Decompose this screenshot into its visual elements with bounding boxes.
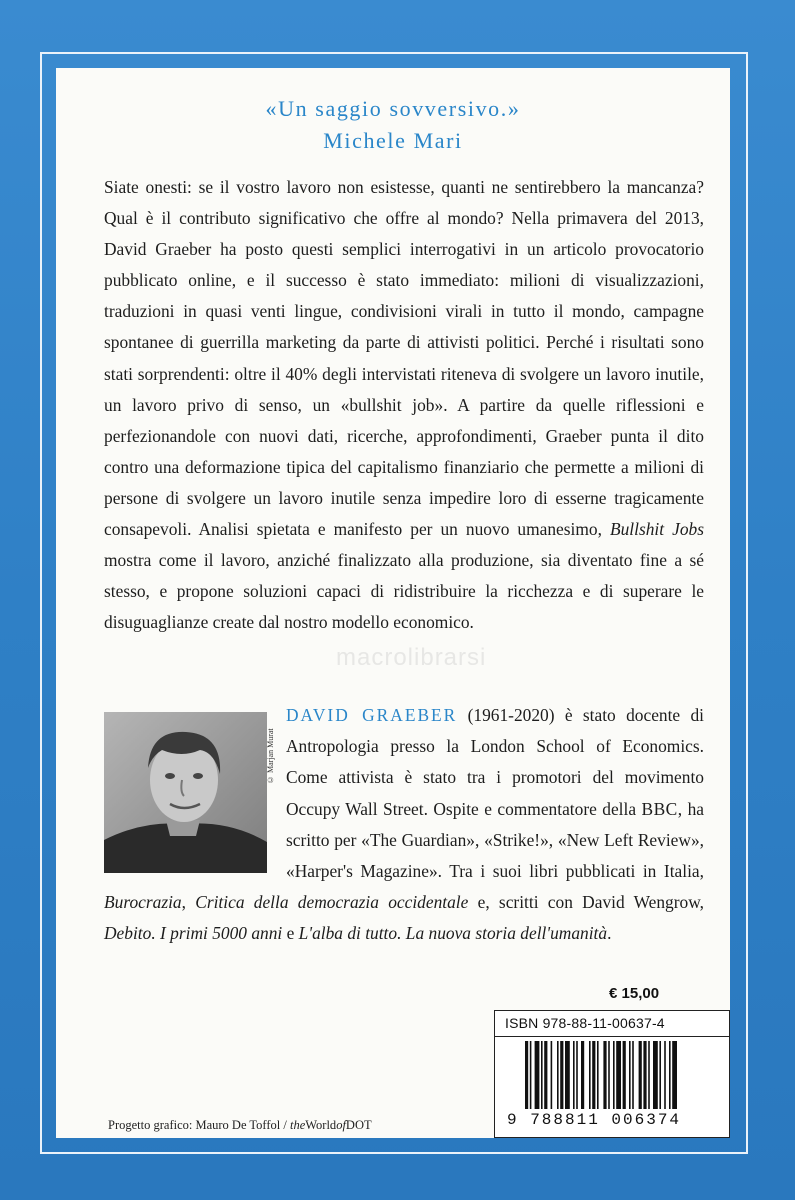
barcode-bar [557, 1041, 559, 1109]
book-title: Bullshit Jobs [609, 519, 705, 540]
design-credit-of: of [336, 1118, 346, 1132]
barcode-bar [535, 1041, 540, 1109]
barcode-bar [589, 1041, 591, 1109]
bio-text: , ha scritto per «The Guardian», «Strike!», «New Left Review», «Harper's Magazine». Tra i suoi libri pubblicati in Italia, [286, 798, 704, 882]
review-quote: «Un saggio sovversivo.» [265, 96, 521, 121]
barcode-bar [669, 1041, 671, 1109]
barcode-bar [659, 1041, 661, 1109]
review-author: Michele Mari [323, 128, 463, 153]
blurb-part2: mostra come il lavoro, anziché finalizzato alla produzione, sia diventato fine a sé stesso, e propone soluzioni capaci di ridistribuire la ricchezza e di superare le disuguaglianze create dal nostro modello economico. [104, 550, 704, 633]
author-name: DAVID GRAEBER [286, 705, 458, 725]
design-credit-dot: DOT [345, 1118, 372, 1132]
barcode-bar [623, 1041, 626, 1109]
barcode-bar [603, 1041, 606, 1109]
bio-text: , [181, 892, 196, 913]
isbn-barcode-box [494, 1010, 730, 1138]
blurb [104, 172, 704, 638]
barcode-bar [608, 1041, 610, 1109]
isbn-label: ISBN 978-88-11-00637-4 [505, 1015, 665, 1031]
bio-text: . [607, 923, 612, 944]
barcode-bar [616, 1041, 621, 1109]
bio-text: e [282, 923, 299, 944]
blurb-part1: Siate onesti: se il vostro lavoro non esistesse, quanti ne sentirebbero la mancanza? Qual è il contributo significativo che offre al mondo? Nella primavera del 2013, David Graeber ha posto questi semplici interrogativi in un articolo provocatorio pubblicato online, e il successo è stato immediato: milioni di visualizzazioni, traduzioni in quasi venti lingue, condivisioni virali in tutto il mondo, campagne spontanee di guerrilla marketing da parte di attivisti politici. Perché i risultati sono stati sorprendenti: oltre il 40% degli intervistati riteneva di svolgere un lavoro inutile, un lavoro privo di senso, un «bullshit job». A partire da quelle riflessioni e perfezionandole con nuovi dati, ricerche, approfondimenti, Graeber punta il dito contro una deformazione tipica del capitalismo finanziario che permette a milioni di persone di svolgere un lavoro inutile senza impedire loro di esserne tragicamente consapevoli. Analisi spietata e manifesto per un nuovo umanesimo, [104, 177, 704, 540]
barcode-bar [581, 1041, 584, 1109]
design-credit-world: World [305, 1118, 337, 1132]
barcode-bar [560, 1041, 563, 1109]
design-credit [108, 1118, 372, 1133]
barcode-bar [592, 1041, 595, 1109]
barcode-bar [544, 1041, 547, 1109]
barcode-bar [576, 1041, 578, 1109]
bio-book-title: Debito. I primi 5000 anni [104, 923, 283, 944]
watermark: macrolibrarsi [336, 644, 487, 671]
design-credit-prefix: Progetto grafico: Mauro De Toffol / [108, 1118, 290, 1132]
author-bio [104, 700, 704, 950]
barcode-bar [648, 1041, 650, 1109]
barcode-bar [643, 1041, 646, 1109]
barcode-bar [613, 1041, 615, 1109]
barcode-bar [530, 1041, 532, 1109]
bio-book-title: Critica della democrazia occidentale [195, 892, 469, 913]
barcode-bar [629, 1041, 631, 1109]
barcode-digits: 9 788811 006374 [507, 1111, 682, 1129]
barcode-bar [632, 1041, 634, 1109]
bio-bbc: BBC [641, 798, 678, 819]
photo-credit: © Marjan Murat [266, 728, 275, 784]
barcode-image [525, 1041, 721, 1109]
barcode-bar [597, 1041, 599, 1109]
barcode-bar [672, 1041, 677, 1109]
barcode-bar [525, 1041, 528, 1109]
text-panel [56, 68, 730, 1138]
barcode-bar [639, 1041, 642, 1109]
barcode-bar [551, 1041, 553, 1109]
bio-book-title: Burocrazia [104, 892, 182, 913]
barcode-bar [664, 1041, 666, 1109]
bio-text: (1961-2020) è stato docente di Antropologia presso la London School of Economics. Come attivista è stato tra i promotori del movimento Occupy Wall Street. Ospite e commentatore della [286, 705, 705, 819]
barcode-bar [541, 1041, 543, 1109]
barcode-bar [573, 1041, 575, 1109]
barcode-bar [653, 1041, 658, 1109]
barcode-bar [565, 1041, 570, 1109]
bio-text: e, scritti con David Wengrow, [468, 892, 704, 913]
price-label: € 15,00 [609, 985, 660, 1002]
design-credit-the: the [289, 1118, 306, 1132]
bio-book-title: L'alba di tutto. La nuova storia dell'umanità [298, 923, 608, 944]
